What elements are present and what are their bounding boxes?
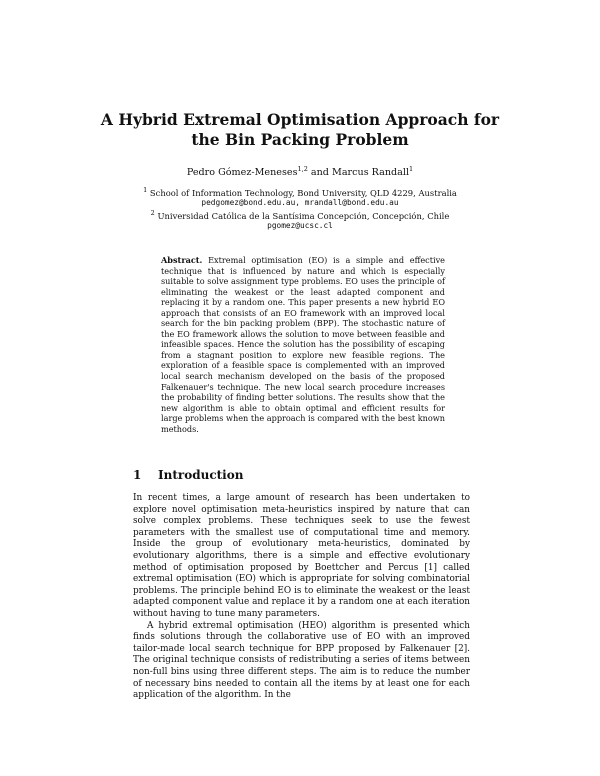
section-heading	[133, 468, 243, 482]
affiliation-mark: 1	[143, 186, 148, 194]
affiliation-text: School of Information Technology, Bond University, QLD 4229, Australia	[149, 187, 457, 198]
paragraph: A hybrid extremal optimisation (HEO) algorithm is presented which finds solutions through the collaborative use of EO with an improved tailor-made local search technique for BPP proposed by Falkenauer [2]. The original technique consists of redistributing a series of items between non-full bins using three different steps. The aim is to reduce the number of necessary bins needed to contain all the items by at least one for each application of the algorithm. In the	[133, 620, 470, 701]
section-title: Introduction	[158, 468, 244, 482]
author-conjunction: and	[310, 167, 329, 179]
author-list	[100, 165, 500, 178]
affiliation-email: pedgomez@bond.edu.au, mrandall@bond.edu.au	[201, 198, 399, 208]
affiliation-mark: 2	[150, 209, 155, 217]
paper-title	[100, 110, 500, 149]
affiliation-2	[100, 208, 500, 232]
title-line-1: A Hybrid Extremal Optimisation Approach for	[100, 110, 500, 129]
author-affiliation-mark: 1	[409, 165, 414, 173]
author-affiliation-mark: 1,2	[297, 165, 308, 173]
section-number: 1	[133, 468, 142, 482]
abstract	[161, 255, 445, 434]
abstract-text: Extremal optimisation (EO) is a simple and effective technique that is influenced by nature and which is especially suitable to solve assignment type problems. EO uses the principle of eliminating the weakest or the least adapted component and replacing it by a random one. This paper presents a new hybrid EO approach that consists of an EO framework with an improved local search for the bin packing problem (BPP). The stochastic nature of the EO framework allows the solution to move between feasible and infeasible spaces. Hence the solution has the possibility of escaping from a stagnant position to explore new feasible regions. The exploration of a feasible space is complemented with an improved local search mechanism developed on the basis of the proposed Falkenauer's technique. The new local search procedure increases the probability of finding better solutions. The results show that the new algorithm is able to obtain optimal and efficient results for large problems when the approach is compared with the best known methods.	[161, 255, 445, 434]
affiliation-email: pgomez@ucsc.cl	[267, 221, 333, 231]
paragraph: In recent times, a large amount of research has been undertaken to explore novel optimisation meta-heuristics inspired by nature that can solve complex problems. These techniques seek to use the fewest parameters with the smallest use of computational time and memory. Inside the group of evolutionary meta-heuristics, dominated by evolutionary algorithms, there is a simple and effective evolutionary method of optimisation proposed by Boettcher and Percus [1] called extremal optimisation (EO) which is appropriate for solving combinatorial problems. The principle behind EO is to eliminate the weakest or the least adapted component value and replace it by a random one at each iteration without having to tune many parameters.	[133, 493, 470, 619]
body-text	[133, 493, 470, 702]
title-line-2: the Bin Packing Problem	[191, 129, 409, 149]
affiliation-1	[100, 185, 500, 209]
author-name: Marcus Randall	[332, 167, 410, 179]
abstract-label: Abstract.	[161, 255, 203, 265]
affiliation-text: Universidad Católica de la Santísima Concepción, Concepción, Chile	[157, 210, 450, 221]
author-name: Pedro Gómez-Meneses	[186, 167, 298, 179]
